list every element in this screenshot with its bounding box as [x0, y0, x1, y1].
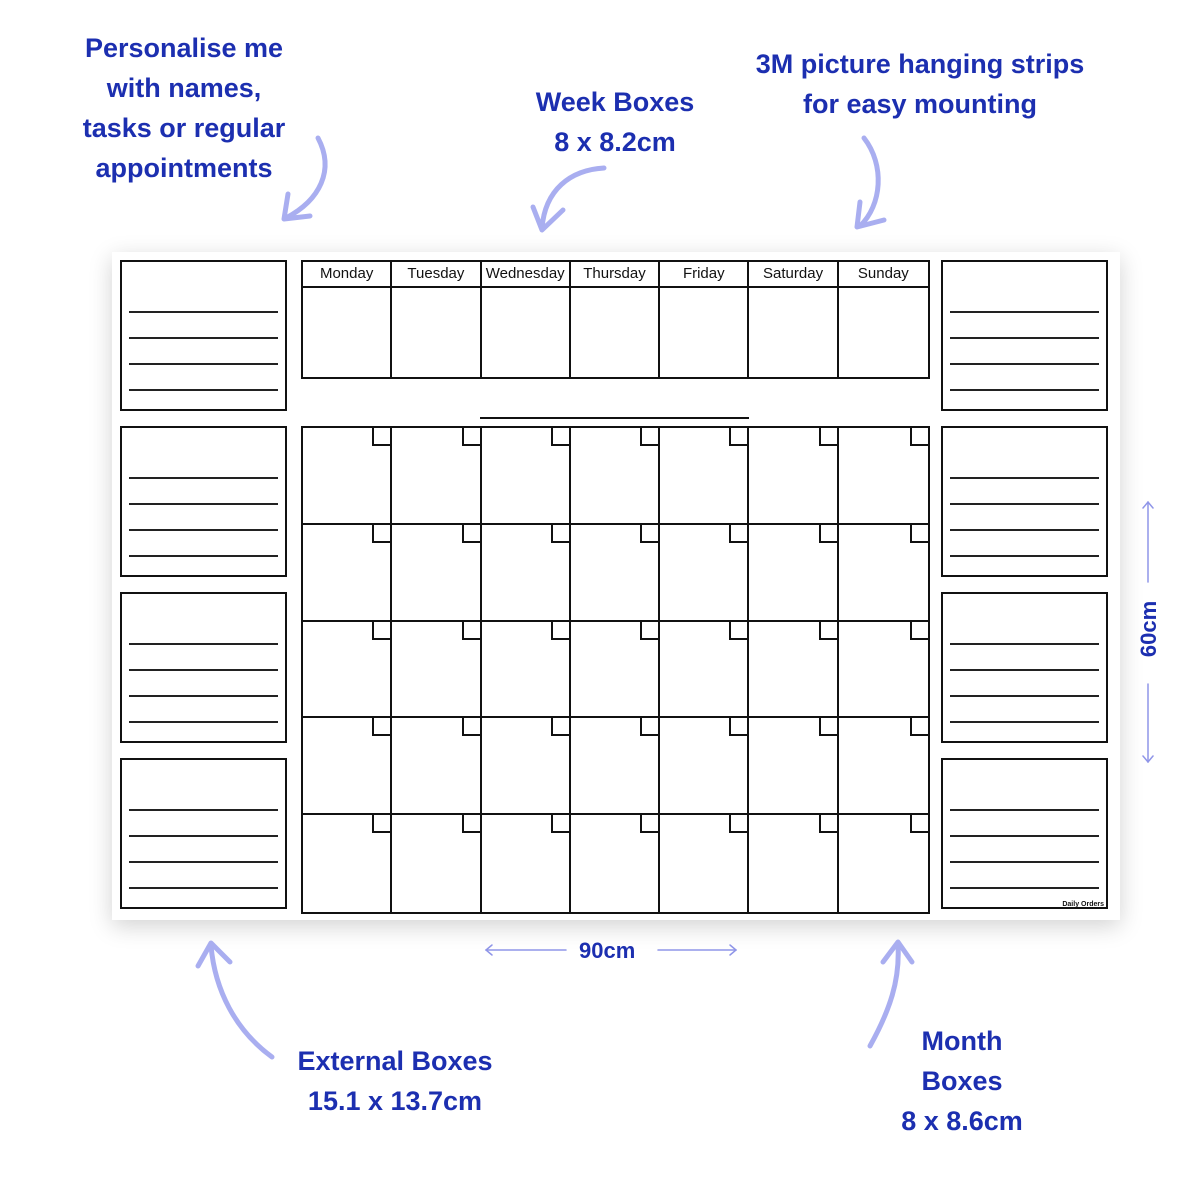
- annotation-line: External Boxes: [297, 1046, 493, 1076]
- annotation-line: 15.1 x 13.7cm: [307, 1086, 483, 1116]
- annotation-line: for easy mounting: [802, 89, 1038, 119]
- curved-arrow-icon: [211, 946, 272, 1057]
- brand-logo: Daily Orders: [1062, 901, 1104, 908]
- day-label: Thursday: [571, 262, 660, 288]
- day-label: Friday: [660, 262, 749, 288]
- day-label: Sunday: [839, 262, 928, 288]
- annotation-line: appointments: [95, 153, 273, 183]
- annotation-line: Boxes: [921, 1066, 1003, 1096]
- annotation-line: Personalise me: [84, 33, 284, 63]
- day-label: Tuesday: [392, 262, 481, 288]
- annotation-line: Week Boxes: [535, 87, 695, 117]
- curved-arrow-icon: [860, 138, 878, 226]
- day-label: Saturday: [749, 262, 838, 288]
- day-label: Wednesday: [482, 262, 571, 288]
- annotation-line: tasks or regular: [82, 113, 286, 143]
- annotation-line: 8 x 8.2cm: [554, 127, 676, 157]
- curved-arrow-icon: [286, 138, 325, 218]
- arrow-head-icon: [533, 207, 563, 230]
- height-dimension: 60cm: [1136, 600, 1162, 658]
- annotation-line: 3M picture hanging strips: [755, 49, 1085, 79]
- annotation-line: with names,: [106, 73, 262, 103]
- annotation-line: Month: [921, 1026, 1003, 1056]
- annotation-line: 8 x 8.6cm: [901, 1106, 1023, 1136]
- day-label: Monday: [303, 262, 392, 288]
- width-dimension: 90cm: [579, 938, 636, 963]
